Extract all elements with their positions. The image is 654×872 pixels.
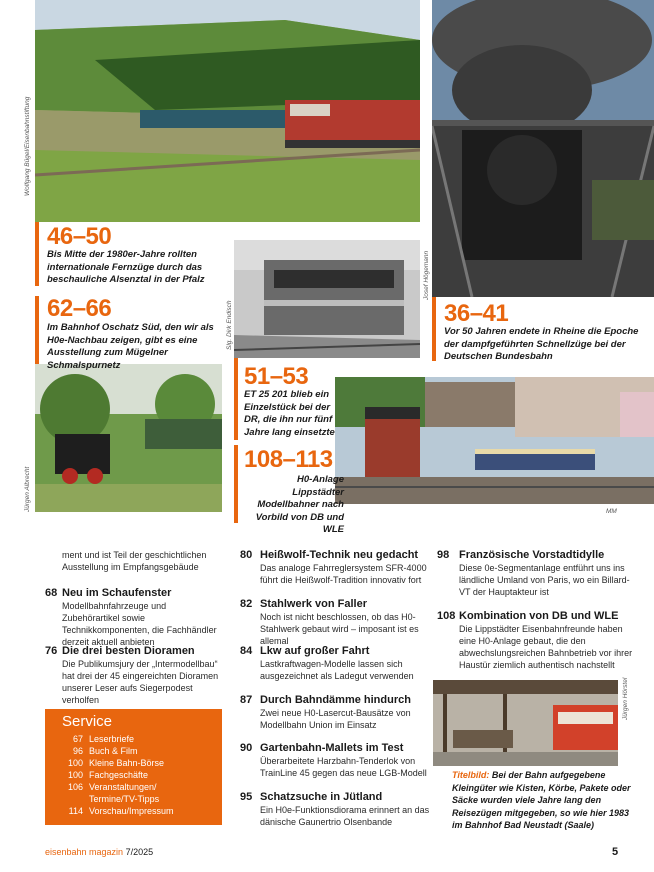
- featured-pages: 51–53: [244, 363, 309, 390]
- toc-title: Durch Bahndämme hindurch: [260, 694, 411, 706]
- toc-page: 76: [45, 645, 58, 657]
- footer-brand: eisenbahn magazin: [45, 847, 124, 857]
- featured-pages: 46–50: [47, 223, 112, 250]
- cover-caption-lead: Titelbild:: [452, 770, 490, 780]
- toc-continued-text: ment und ist Teil der geschichtlichen Ausstellung im Empfangsgebäude: [62, 550, 207, 572]
- service-item[interactable]: 67 Leserbriefe: [72, 734, 135, 744]
- toc-page: 87: [240, 694, 253, 706]
- toc-text: Die Publikumsjury der „Intermodellbau“ hat drei der 45 eingereichten Dioramen unserer Leser aufs Siegerpodest verholfen: [62, 659, 219, 705]
- service-title: Service: [62, 713, 113, 730]
- service-item[interactable]: 96 Buch & Film: [72, 746, 138, 756]
- photo-diesel-alsenztal: [35, 0, 420, 222]
- featured-rheine[interactable]: [432, 297, 654, 361]
- service-list: [55, 733, 216, 817]
- toc-entry[interactable]: [240, 598, 430, 646]
- featured-pages: 108–113: [244, 446, 333, 473]
- toc-title: Stahlwerk von Faller: [260, 598, 367, 610]
- credit-center: Slg. Dirk Endisch: [226, 300, 233, 350]
- toc-page: 90: [240, 742, 253, 754]
- cover-caption-text: Bei der Bahn aufgegebene Kleingüter wie Kisten, Körbe, Pakete oder Säcke wurden viele Jahre lang den Reisezügen mitgegeben, so wie hier 1983 im Bahnhof Bad Neustadt (Saale): [452, 770, 631, 830]
- service-item[interactable]: 114 Vorschau/Impressum: [68, 806, 174, 816]
- credit-top-left: Wolfgang Bügel/Eisenbahnstiftung: [24, 96, 31, 196]
- service-box: [45, 709, 222, 825]
- toc-entry[interactable]: [45, 645, 225, 705]
- credit-bottom-right: MM: [606, 508, 617, 515]
- toc-entry[interactable]: [240, 791, 430, 833]
- toc-entry[interactable]: [240, 549, 430, 591]
- toc-page: 108: [437, 610, 456, 622]
- photo-et25: [234, 240, 420, 358]
- photo-steam-rheine: [432, 0, 654, 297]
- service-item[interactable]: 106 Veranstaltungen/: [67, 782, 157, 792]
- toc-entry[interactable]: [240, 645, 430, 687]
- toc-entry[interactable]: [240, 742, 430, 784]
- service-item[interactable]: 100 Fachgeschäfte: [67, 770, 149, 780]
- featured-text: ET 25 201 blieb ein Einzelstück bei der DR, die ihn nur fünf Jahre lang einsetzte: [244, 389, 335, 438]
- photo-lippstadt: [335, 377, 654, 504]
- featured-et25[interactable]: [234, 358, 344, 440]
- service-item[interactable]: Termine/TV-Tipps: [89, 794, 160, 804]
- toc-title: Heißwolf-Technik neu gedacht: [260, 549, 419, 561]
- featured-pages: 36–41: [444, 300, 509, 327]
- toc-text: Das analoge Fahrreglersystem SFR-4000 führt die Heißwolf-Tradition innovativ fort: [260, 563, 427, 585]
- toc-text: Ein H0e-Funktionsdiorama erinnert an das dänische Gaunertrio Olsenbande: [260, 805, 430, 827]
- footer-issue: 7/2025: [125, 847, 154, 857]
- page-number: 5: [612, 846, 619, 858]
- callout-bar: [35, 222, 39, 286]
- toc-entry[interactable]: [437, 610, 637, 674]
- featured-text: Im Bahnhof Oschatz Süd, den wir als H0e-Nachbau zeigen, gibt es eine Ausstellung zum Mügelner Schmalspurnetz: [47, 322, 214, 371]
- featured-oschatz[interactable]: [35, 295, 235, 371]
- featured-text: Bis Mitte der 1980er-Jahre rollten internationale Fernzüge durch das beschauliche Alsenztal in der Pfalz: [47, 249, 205, 286]
- toc-title: Die drei besten Dioramen: [62, 645, 195, 657]
- toc-entry[interactable]: [437, 549, 637, 601]
- cover-caption: [452, 769, 642, 832]
- credit-cover: Jürgen Hörstel: [622, 677, 629, 720]
- callout-bar: [35, 296, 39, 364]
- featured-alsenztal[interactable]: [35, 222, 235, 286]
- footer-magazine: [45, 847, 153, 857]
- toc-title: Gartenbahn-Mallets im Test: [260, 742, 404, 754]
- credit-bottom-left: Jürgen Albrecht: [24, 466, 31, 512]
- toc-page: 84: [240, 645, 253, 657]
- featured-pages: 62–66: [47, 295, 112, 322]
- toc-title: Kombination von DB und WLE: [459, 610, 619, 622]
- photo-oschatz: [35, 364, 222, 512]
- featured-text: H0-Anlage Lippstädter Modellbahner nach Vorbild von DB und WLE: [255, 474, 344, 536]
- toc-title: Neu im Schaufenster: [62, 587, 172, 599]
- callout-bar: [432, 297, 436, 361]
- service-item[interactable]: 100 Kleine Bahn-Börse: [67, 758, 165, 768]
- toc-page: 68: [45, 587, 58, 599]
- toc-text: Zwei neue H0-Lasercut-Bausätze von Modellbahn Union im Einsatz: [260, 708, 411, 730]
- toc-page: 95: [240, 791, 253, 803]
- toc-page: 82: [240, 598, 253, 610]
- toc-text: Modellbahnfahrzeuge und Zubehörartikel sowie Technikkomponenten, die Fachhändler derzeit aktuell anbieten: [62, 601, 217, 647]
- toc-text: Lastkraftwagen-Modelle lassen sich ausgezeichnet als Ladegut verwenden: [260, 659, 414, 681]
- toc-text: Die Lippstädter Eisenbahnfreunde haben eine H0-Anlage gebaut, die den abwechslungsreichen Bahnbetrieb vor ihrer Haustür ziemlich authentisch nachstellt: [459, 624, 633, 670]
- toc-page: 80: [240, 549, 253, 561]
- toc-title: Französische Vorstadtidylle: [459, 549, 605, 561]
- featured-text: Vor 50 Jahren endete in Rheine die Epoche der dampfgeführten Schnellzüge bei der Deutschen Bundesbahn: [444, 326, 639, 363]
- toc-text: Noch ist nicht beschlossen, ob das H0-Stahlwerk gebaut wird – imposant ist es allemal: [260, 612, 419, 646]
- callout-bar: [234, 358, 238, 440]
- toc-text: Diese 0e-Segmentanlage entführt uns ins ländliche Umland von Paris, wo ein Billard-VT der Hauptakteur ist: [459, 563, 630, 597]
- credit-right: Josef Högemann: [423, 250, 430, 300]
- toc-page: 98: [437, 549, 450, 561]
- photo-cover-bad-neustadt: [433, 680, 618, 766]
- callout-bar: [234, 445, 238, 523]
- toc-entry[interactable]: [240, 694, 430, 736]
- toc-entry[interactable]: [45, 587, 225, 647]
- toc-text: Überarbeitete Harzbahn-Tenderlok von TrainLine 45 gegen das neue LGB-Modell: [260, 756, 427, 778]
- toc-title: Lkw auf großer Fahrt: [260, 645, 370, 657]
- toc-title: Schatzsuche in Jütland: [260, 791, 383, 803]
- featured-lippstadt[interactable]: [234, 445, 344, 536]
